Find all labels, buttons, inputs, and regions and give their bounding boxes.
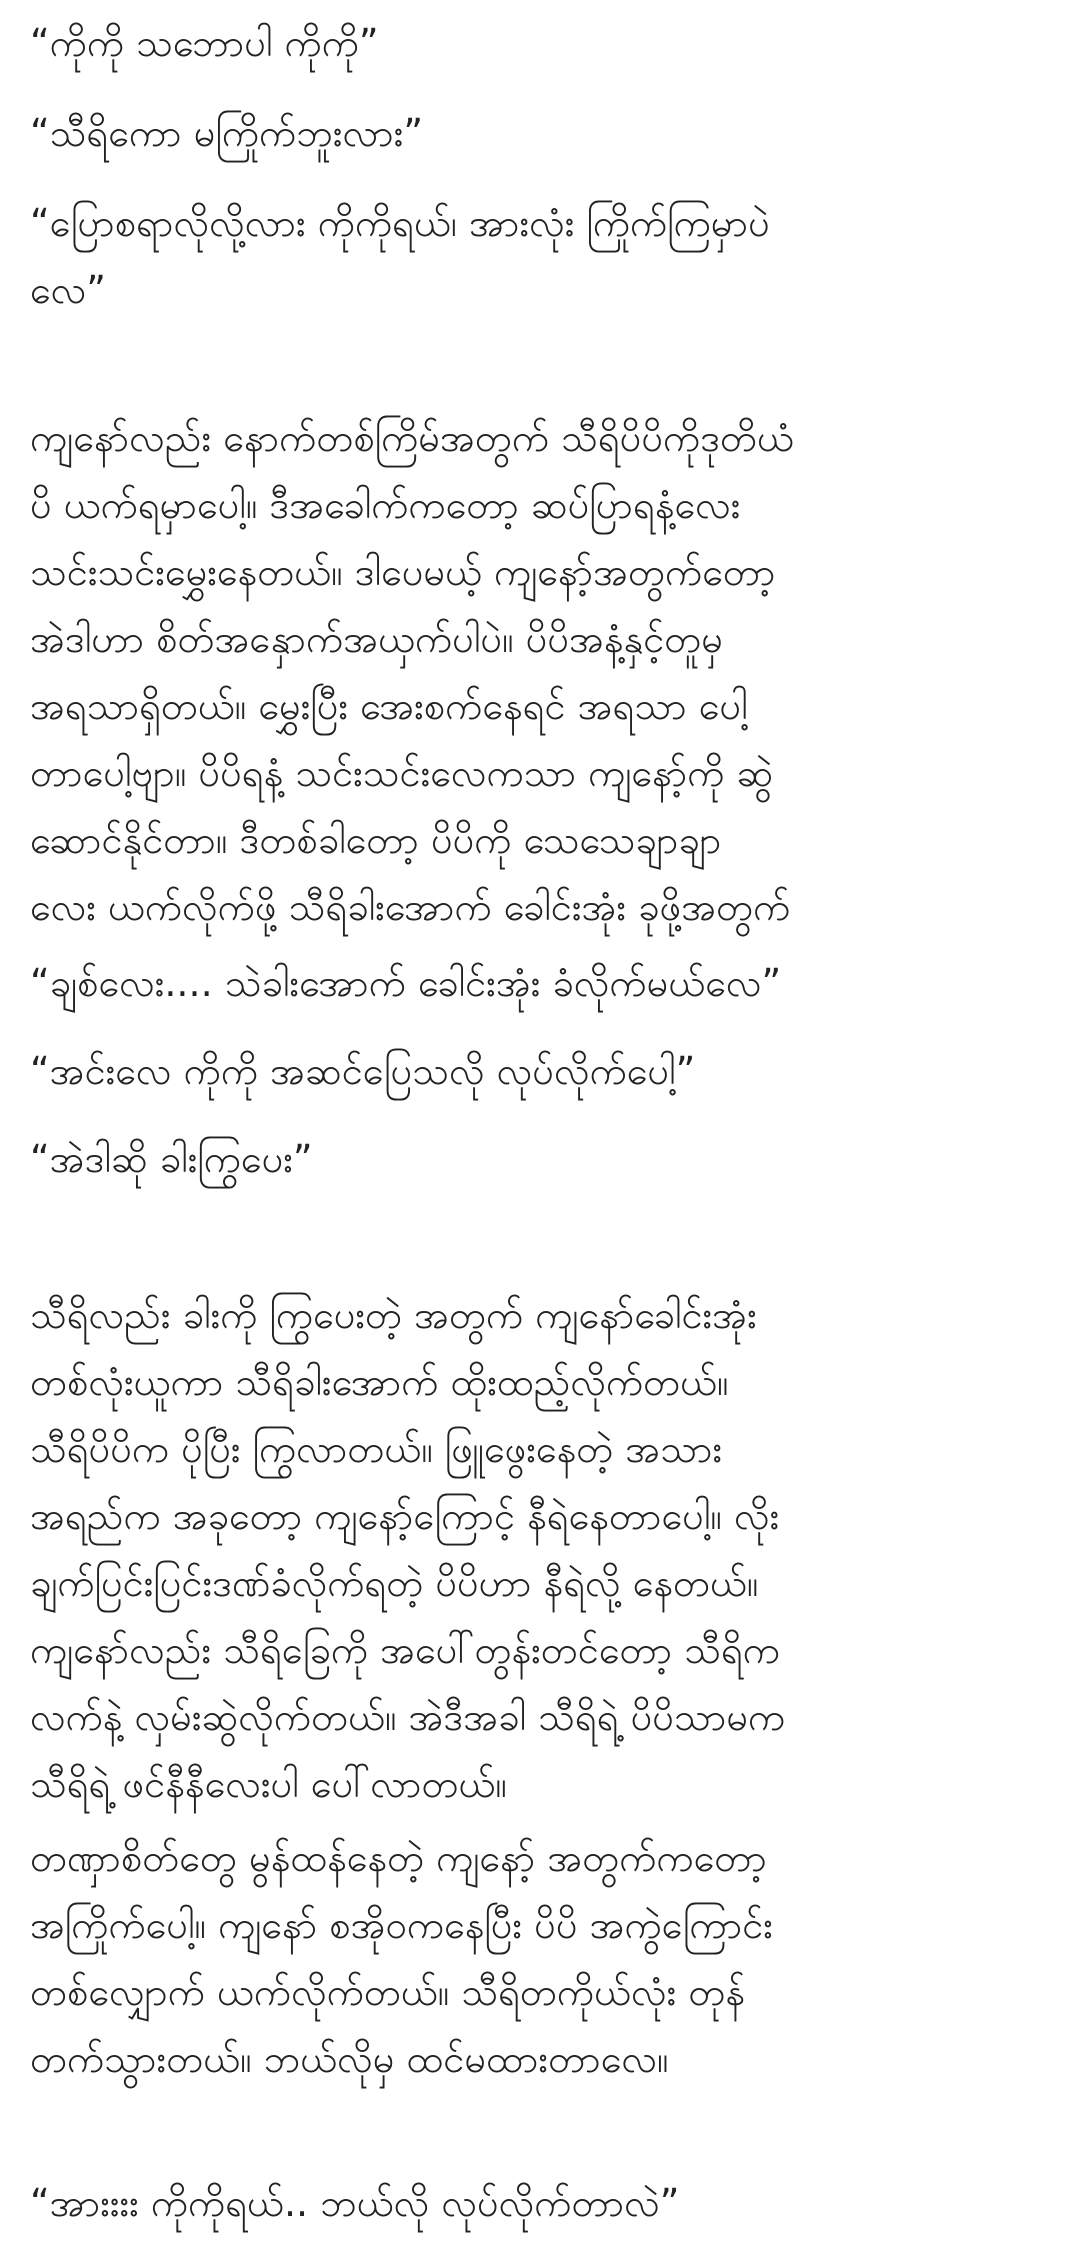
text-line: တစ်လျှောက် ယက်လိုက်တယ်။ သီရိတကိုယ်လုံး တုန် xyxy=(30,1970,746,2014)
text-line: တဏှာစိတ်တွေ မွန်ထန်နေတဲ့ ကျနော့် အတွက်ကတော့ xyxy=(30,1836,767,1880)
text-line: တာပေါ့ဗျာ။ ပိပိရနံ့ သင်းသင်းလေကသာ ကျနော့်ကို ဆွဲ xyxy=(30,751,774,795)
text-line: အရည်က အခုတော့ ကျနော့်ကြောင့် နီရဲနေတာပေါ့။ လိုး xyxy=(30,1494,780,1538)
text-line: ဆောင်နိုင်တာ။ ဒီတစ်ခါတော့ ပိပိကို သေသေချာချာ xyxy=(30,818,722,862)
text-line: “အဲဒါဆို ခါးကြွပေး” xyxy=(30,1137,313,1181)
text-line: ပိ ယက်ရမှာပေါ့။ ဒီအခေါက်ကတော့ ဆပ်ပြာရနံ့လေး xyxy=(30,483,741,527)
text-line: ကျနော်လည်း နောက်တစ်ကြိမ်အတွက် သီရိပိပိကိုဒုတိယံ xyxy=(30,416,794,460)
paragraph xyxy=(30,1825,1050,2093)
text-line: “ကိုကို သဘောပါ ကိုကို” xyxy=(30,21,379,65)
text-line: အရသာရှိတယ်။ မွှေးပြီး အေးစက်နေရင် အရသာ ပေါ့ xyxy=(30,684,748,728)
text-line: သီရိလည်း ခါးကို ကြွပေးတဲ့ အတွက် ကျနော်ခေါင်းအုံး xyxy=(30,1293,757,1337)
text-line: သီရိရဲ့ ဖင်နီနီလေးပါ ပေါ်လာတယ်။ xyxy=(30,1762,507,1806)
paragraph xyxy=(30,1038,1050,1105)
text-line: တက်သွားတယ်။ ဘယ်လိုမှ ထင်မထားတာလေ။ xyxy=(30,2037,669,2081)
paragraph xyxy=(30,10,1050,77)
text-line: “ပြောစရာလိုလို့လား ကိုကိုရယ်၊ အားလုံး ကြိုက်ကြမှာပဲ xyxy=(30,201,770,245)
text-line: လေ” xyxy=(30,268,106,312)
paragraph xyxy=(30,1126,1050,1193)
paragraph xyxy=(30,950,1050,1017)
text-line: “အားးးး ကိုကိုရယ်.. ဘယ်လို လုပ်လိုက်တာလဲ” xyxy=(30,2181,680,2225)
text-line: အကြိုက်ပေါ့။ ကျနော် စအိုဝကနေပြီး ပိပိ အကွဲကြောင်း xyxy=(30,1903,773,1947)
text-line: အဲဒါဟာ စိတ်အနှောက်အယှက်ပါပဲ။ ပိပိအနံ့နှင့်တူမှ xyxy=(30,617,723,661)
text-line: “အင်းလေ ကိုကို အဆင်ပြေသလို လုပ်လိုက်ပေါ့” xyxy=(30,1049,696,1093)
text-line: ချက်ပြင်းပြင်းဒဏ်ခံလိုက်ရတဲ့ ပိပိဟာ နီရဲလို့ နေတယ်။ xyxy=(30,1561,759,1605)
text-line: လက်နဲ့ လှမ်းဆွဲလိုက်တယ်။ အဲဒီအခါ သီရိရဲ့ ပိပိသာမက xyxy=(30,1695,786,1739)
text-line: တစ်လုံးယူကာ သီရိခါးအောက် ထိုးထည့်လိုက်တယ်။ xyxy=(30,1360,729,1404)
text-line: လေး ယက်လိုက်ဖို့ သီရိခါးအောက် ခေါင်းအုံး ခုဖို့အတွက် xyxy=(30,885,791,929)
paragraph xyxy=(30,190,1050,324)
paragraph xyxy=(30,100,1050,167)
paragraph xyxy=(30,1282,1050,1818)
paragraph xyxy=(30,405,1050,941)
paragraph xyxy=(30,2170,1050,2237)
text-line: “သီရိကော မကြိုက်ဘူးလား” xyxy=(30,111,424,155)
text-line: သီရိပိပိက ပိုပြီး ကြွလာတယ်။ ဖြူဖွေးနေတဲ့ အသား xyxy=(30,1427,723,1471)
text-line: သင်းသင်းမွှေးနေတယ်။ ဒါပေမယ့် ကျနော့်အတွက်တော့ xyxy=(30,550,776,594)
text-line: ကျနော်လည်း သီရိခြေကို အပေါ်တွန်းတင်တော့ သီရိက xyxy=(30,1628,780,1672)
text-line: “ချစ်လေး.... သဲခါးအောက် ခေါင်းအုံး ခံလိုက်မယ်လေ” xyxy=(30,961,782,1005)
